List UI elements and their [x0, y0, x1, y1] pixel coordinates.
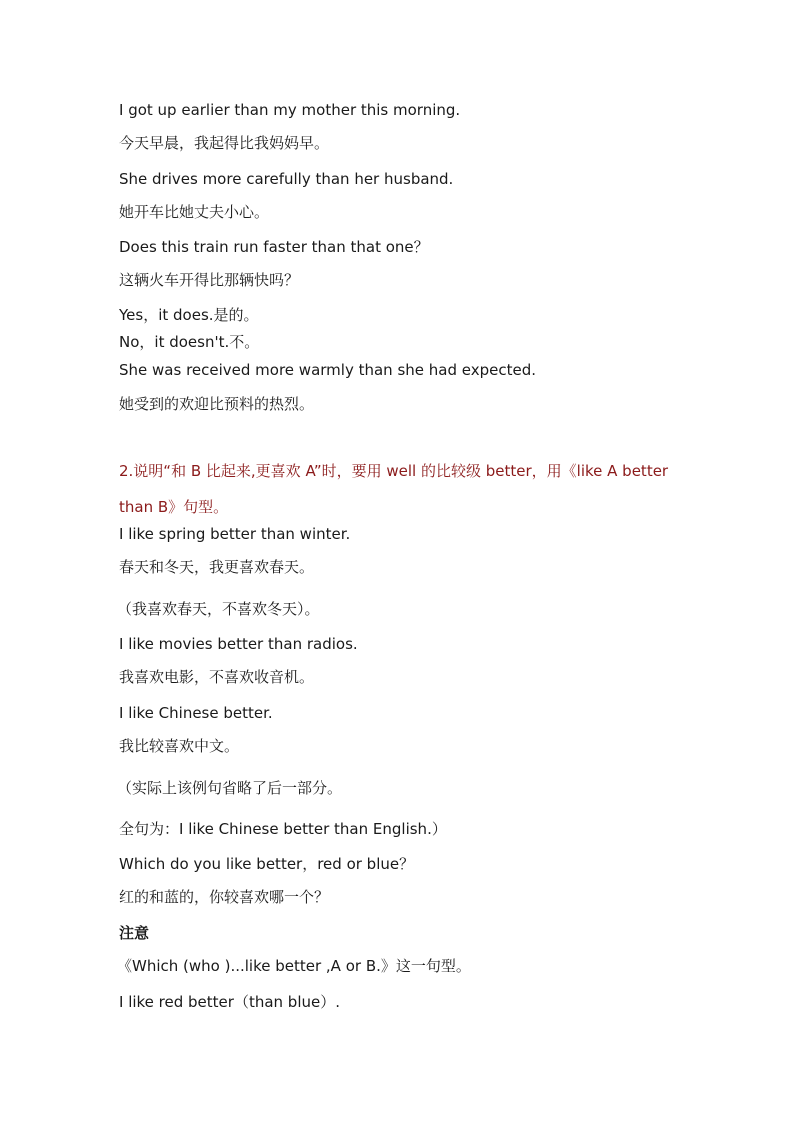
example-sentence-en: I like red better（than blue）.	[119, 993, 340, 1011]
example-sentence-zh: 我喜欢电影，不喜欢收音机。	[119, 668, 315, 686]
example-sentence-zh: 今天早晨，我起得比我妈妈早。	[119, 134, 330, 152]
example-answer: Yes，it does.是的。	[119, 306, 259, 324]
example-note: （我喜欢春天，不喜欢冬天）。	[117, 600, 320, 618]
example-sentence-zh: 春天和冬天，我更喜欢春天。	[119, 558, 315, 576]
example-sentence-zh: 这辆火车开得比那辆快吗？	[119, 271, 300, 289]
example-note: （实际上该例句省略了后一部分。	[117, 779, 343, 797]
example-sentence-en: Does this train run faster than that one？	[119, 238, 429, 256]
example-note: 全句为：I like Chinese better than English.）	[119, 820, 447, 838]
example-sentence-en: I like spring better than winter.	[119, 525, 351, 543]
note-heading: 注意	[119, 924, 150, 942]
example-sentence-en: She drives more carefully than her husband.	[119, 170, 454, 188]
example-sentence-zh: 红的和蓝的，你较喜欢哪一个？	[119, 888, 330, 906]
example-sentence-en: I like movies better than radios.	[119, 635, 358, 653]
rule-heading-continued: than B》句型。	[119, 498, 229, 516]
example-sentence-en: I like Chinese better.	[119, 704, 273, 722]
example-sentence-en: She was received more warmly than she had expected.	[119, 361, 536, 379]
pattern-note: 《Which (who )...like better ,A or B.》这一句型。	[117, 957, 471, 975]
example-sentence-zh: 她开车比她丈夫小心。	[119, 203, 270, 221]
example-sentence-zh: 她受到的欢迎比预料的热烈。	[119, 395, 315, 413]
rule-heading: 2.说明“和 B 比起来,更喜欢 A”时，要用 well 的比较级 better，用《like A better	[119, 462, 669, 480]
example-sentence-zh: 我比较喜欢中文。	[119, 737, 240, 755]
example-sentence-en: I got up earlier than my mother this morning.	[119, 101, 461, 119]
example-sentence-en: Which do you like better，red or blue？	[119, 855, 415, 873]
example-answer: No，it doesn't.不。	[119, 333, 260, 351]
